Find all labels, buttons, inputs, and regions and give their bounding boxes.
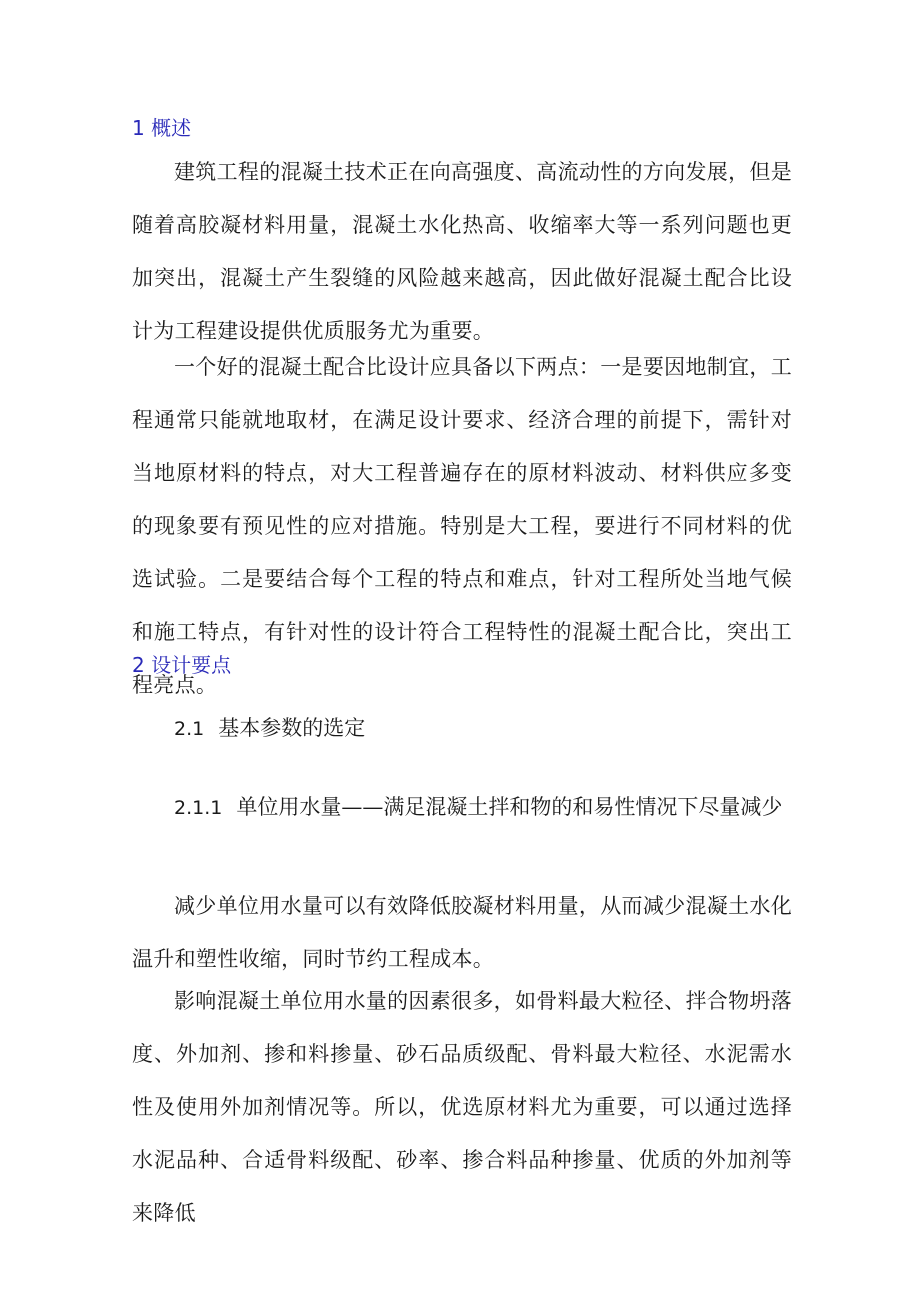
paragraph-reduce-water: 减少单位用水量可以有效降低胶凝材料用量，从而减少混凝土水化温升和塑性收缩，同时节约工程成本。 [132,894,792,971]
subsection-number: 2.1 [174,718,205,740]
paragraph-factors: 影响混凝土单位用水量的因素很多，如骨料最大粒径、拌合物坍落度、外加剂、掺和料掺量、砂石品质级配、骨料最大粒径、水泥需水性及使用外加剂情况等。所以，优选原材料尤为重要，可以通过选择水泥品种、合适骨料级配、砂率、掺合料品种掺量、优质的外加剂等来降低 [132,989,792,1225]
section-heading-design-points: 2 设计要点 [132,653,232,677]
subsection-title: 基本参数的选定 [218,716,366,740]
subsubsection-heading-water-content [132,781,792,835]
paragraph-design-principles: 一个好的混凝土配合比设计应具备以下两点：一是要因地制宜，工程通常只能就地取材，在满足设计要求、经济合理的前提下，需针对当地原材料的特点，对大工程普遍存在的原材料波动、材料供应多变的现象要有预见性的应对措施。特别是大工程，要进行不同材料的优选试验。二是要结合每个工程的特点和难点，针对工程所处当地气候和施工特点，有针对性的设计符合工程特性的混凝土配合比，突出工程亮点。 [132,355,792,697]
paragraph-intro: 建筑工程的混凝土技术正在向高强度、高流动性的方向发展，但是随着高胶凝材料用量，混凝土水化热高、收缩率大等一系列问题也更加突出，混凝土产生裂缝的风险越来越高，因此做好混凝土配合比设计为工程建设提供优质服务尤为重要。 [132,160,792,343]
section-heading-overview: 1 概述 [132,116,192,140]
subsection-heading-basic-params [174,702,794,756]
subsubsection-title: 单位用水量——满足混凝土拌和物的和易性情况下尽量减少 [236,795,783,819]
subsubsection-number: 2.1.1 [174,797,223,819]
